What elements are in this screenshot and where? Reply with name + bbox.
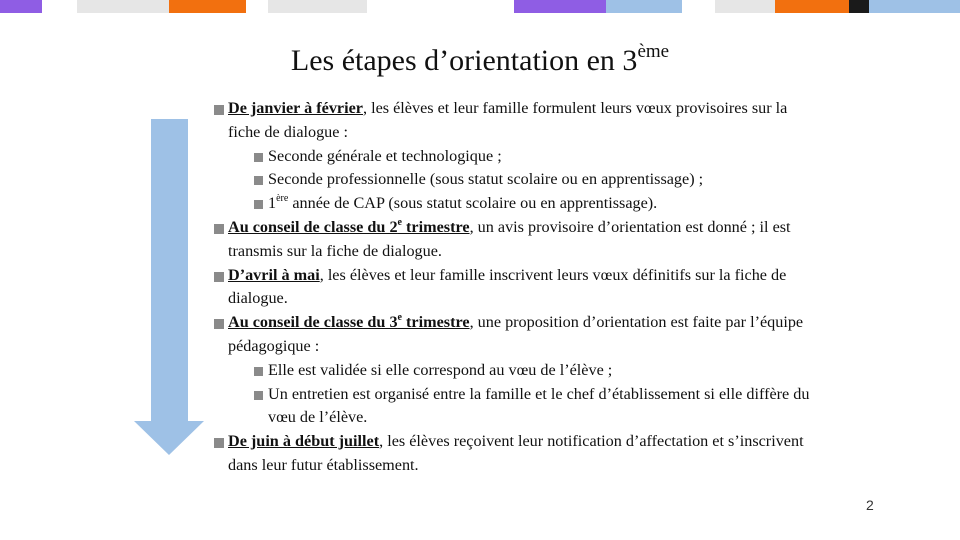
- timeline-arrow-shape: [134, 119, 204, 455]
- step-period-pre: Au conseil de classe du 3: [228, 313, 398, 332]
- slide-title: [0, 41, 960, 78]
- step-item-june-july: [212, 430, 822, 478]
- option-ordinal-suffix: ère: [276, 192, 289, 204]
- step-text: , une proposition d’orientation est faite par l’équipe pédagogique :: [228, 313, 804, 355]
- top-bar-segment-black: [849, 0, 869, 13]
- timeline-arrow-icon: [134, 119, 204, 455]
- top-bar-segment-gray: [715, 0, 775, 13]
- outcome-text: Un entretien est organisé entre la famille et le chef d’établissement si elle diffère du vœu de l’élève.: [268, 384, 810, 427]
- bullet-square-icon: [254, 391, 263, 400]
- step-period: D’avril à mai: [228, 265, 320, 284]
- step-period-post: trimestre: [402, 313, 470, 332]
- option-text: année de CAP (sous statut scolaire ou en apprentissage).: [288, 194, 658, 213]
- option-ordinal: 1: [268, 194, 277, 213]
- step-text: , les élèves et leur famille formulent leurs vœux provisoires sur la fiche de dialogue :: [228, 99, 788, 141]
- slide-title-superscript: ème: [637, 41, 670, 62]
- step-period-suffix: e: [397, 311, 402, 323]
- option-text: Seconde générale et technologique ;: [268, 146, 502, 165]
- bullet-square-icon: [214, 319, 224, 329]
- top-bar-segment-gray: [77, 0, 169, 13]
- step-period: [228, 313, 470, 331]
- slide-body: [212, 97, 822, 478]
- step-period: [228, 218, 470, 236]
- top-bar-segment-orange: [169, 0, 246, 13]
- bullet-square-icon: [254, 153, 263, 162]
- top-bar-segment-light-blue: [869, 0, 960, 13]
- step-item-april-may: [212, 264, 822, 312]
- bullet-square-icon: [254, 367, 263, 376]
- step-period: De janvier à février: [228, 99, 363, 117]
- bullet-square-icon: [254, 176, 263, 185]
- option-item-cap: [252, 192, 822, 216]
- bullet-square-icon: [214, 272, 224, 282]
- bullet-square-icon: [214, 105, 224, 115]
- option-text: Seconde professionnelle (sous statut scolaire ou en apprentissage) ;: [268, 170, 704, 189]
- bullet-square-icon: [214, 438, 224, 448]
- step-period-post: trimestre: [402, 217, 470, 236]
- top-bar-segment-purple: [0, 0, 42, 13]
- decorative-top-bar: [0, 0, 960, 13]
- top-bar-segment-light-blue: [606, 0, 682, 13]
- top-bar-segment-orange: [775, 0, 849, 13]
- step-period-suffix: e: [397, 216, 402, 228]
- top-bar-segment-gray: [268, 0, 367, 13]
- step-item-third-trimester: [212, 311, 822, 359]
- option-item-seconde-generale: [252, 145, 822, 169]
- outcome-text: Elle est validée si elle correspond au vœu de l’élève ;: [268, 360, 613, 379]
- step-period-pre: Au conseil de classe du 2: [228, 217, 398, 236]
- slide-title-text: Les étapes d’orientation en 3: [290, 44, 638, 77]
- step-text: , les élèves et leur famille inscrivent leurs vœux définitifs sur la fiche de dialogue.: [228, 265, 787, 308]
- outcome-item-validated: [252, 359, 822, 383]
- step-item-second-trimester: [212, 216, 822, 264]
- bullet-square-icon: [254, 200, 263, 209]
- top-bar-segment-purple: [514, 0, 606, 13]
- bullet-square-icon: [214, 224, 224, 234]
- step-period: De juin à début juillet: [228, 432, 380, 451]
- step-text: , un avis provisoire d’orientation est donné ; il est transmis sur la fiche de dialogue.: [228, 217, 791, 260]
- step-text: , les élèves reçoivent leur notification d’affectation et s’inscrivent dans leur futur établissement.: [228, 432, 804, 474]
- option-item-seconde-professionnelle: [252, 168, 822, 192]
- page-number: 2: [866, 497, 874, 513]
- step-item-january-february: [212, 97, 822, 145]
- outcome-item-interview: [252, 383, 822, 431]
